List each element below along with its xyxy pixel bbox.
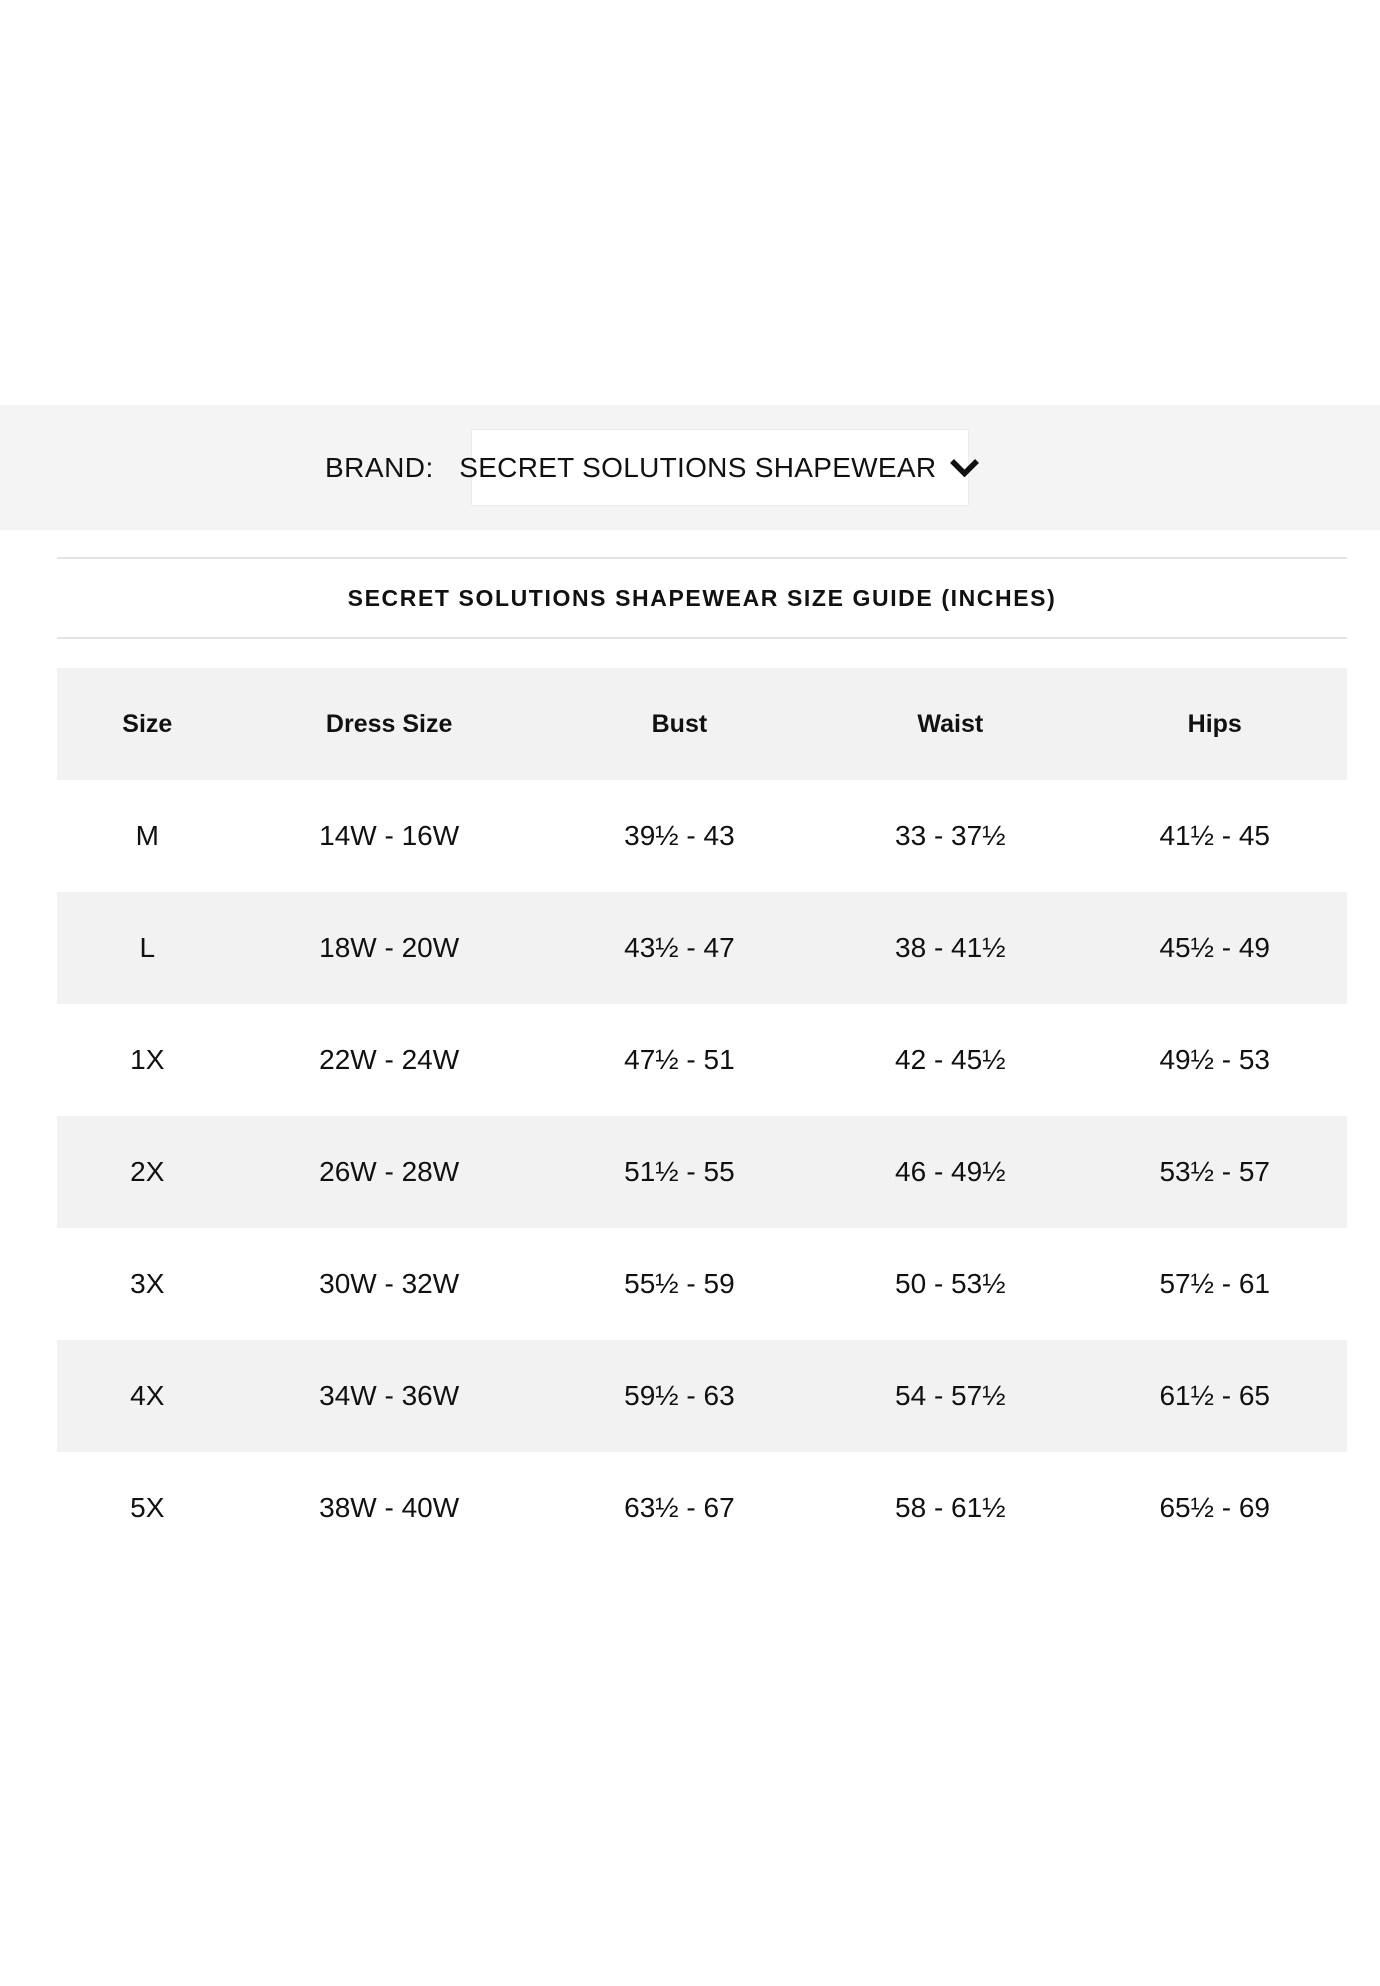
measurement-cell: 39½ - 43 (624, 820, 735, 851)
measurement-cell: 38W - 40W (319, 1492, 460, 1523)
measurement-cell: 65½ - 69 (1159, 1492, 1270, 1523)
measurement-cell: 26W - 28W (319, 1156, 460, 1187)
measurement-cell: 34W - 36W (319, 1380, 460, 1411)
size-guide-section (57, 530, 1347, 1564)
measurement-cell: 14W - 16W (319, 820, 460, 851)
measurement-cell: 47½ - 51 (624, 1044, 735, 1075)
size-cell: M (135, 820, 159, 851)
size-guide-table (57, 668, 1347, 1564)
measurement-cell: 59½ - 63 (624, 1380, 735, 1411)
measurement-cell: 46 - 49½ (895, 1156, 1006, 1187)
measurement-cell: 30W - 32W (319, 1268, 460, 1299)
column-header-waist: Waist (917, 709, 984, 738)
table-row (57, 892, 1347, 1004)
measurement-cell: 18W - 20W (319, 932, 460, 963)
measurement-cell: 58 - 61½ (895, 1492, 1006, 1523)
measurement-cell: 50 - 53½ (895, 1268, 1006, 1299)
table-row (57, 1452, 1347, 1564)
size-cell: 4X (130, 1380, 165, 1411)
size-guide-title: SECRET SOLUTIONS SHAPEWEAR SIZE GUIDE (INCHES) (347, 584, 1057, 611)
title-block (57, 559, 1347, 637)
measurement-cell: 61½ - 65 (1159, 1380, 1270, 1411)
column-header-dress-size: Dress Size (325, 709, 453, 738)
measurement-cell: 53½ - 57 (1159, 1156, 1270, 1187)
measurement-cell: 22W - 24W (319, 1044, 460, 1075)
measurement-cell: 57½ - 61 (1159, 1268, 1270, 1299)
brand-dropdown-selected-value: SECRET SOLUTIONS SHAPEWEAR (459, 451, 937, 483)
table-row (57, 1228, 1347, 1340)
brand-bar-inner (325, 429, 969, 506)
top-whitespace (0, 0, 1380, 405)
measurement-cell: 63½ - 67 (624, 1492, 735, 1523)
size-cell: L (139, 932, 156, 963)
brand-label: BRAND: (325, 451, 434, 483)
table-row (57, 1116, 1347, 1228)
table-row (57, 1340, 1347, 1452)
measurement-cell: 45½ - 49 (1159, 932, 1270, 963)
chevron-down-icon (949, 458, 980, 477)
size-cell: 2X (130, 1156, 165, 1187)
table-row (57, 780, 1347, 892)
measurement-cell: 38 - 41½ (895, 932, 1006, 963)
table-row (57, 1004, 1347, 1116)
measurement-cell: 54 - 57½ (895, 1380, 1006, 1411)
measurement-cell: 33 - 37½ (895, 820, 1006, 851)
measurement-cell: 55½ - 59 (624, 1268, 735, 1299)
measurement-cell: 51½ - 55 (624, 1156, 735, 1187)
measurement-cell: 41½ - 45 (1159, 820, 1270, 851)
brand-dropdown[interactable] (459, 429, 969, 506)
column-header-bust: Bust (651, 709, 708, 738)
column-header-size: Size (122, 709, 173, 738)
measurement-cell: 43½ - 47 (624, 932, 735, 963)
size-cell: 3X (130, 1268, 165, 1299)
column-header-hips: Hips (1187, 709, 1242, 738)
size-cell: 1X (130, 1044, 165, 1075)
brand-bar (0, 405, 1380, 530)
measurement-cell: 42 - 45½ (895, 1044, 1006, 1075)
table-header-row (57, 668, 1347, 780)
size-cell: 5X (130, 1492, 165, 1523)
measurement-cell: 49½ - 53 (1159, 1044, 1270, 1075)
